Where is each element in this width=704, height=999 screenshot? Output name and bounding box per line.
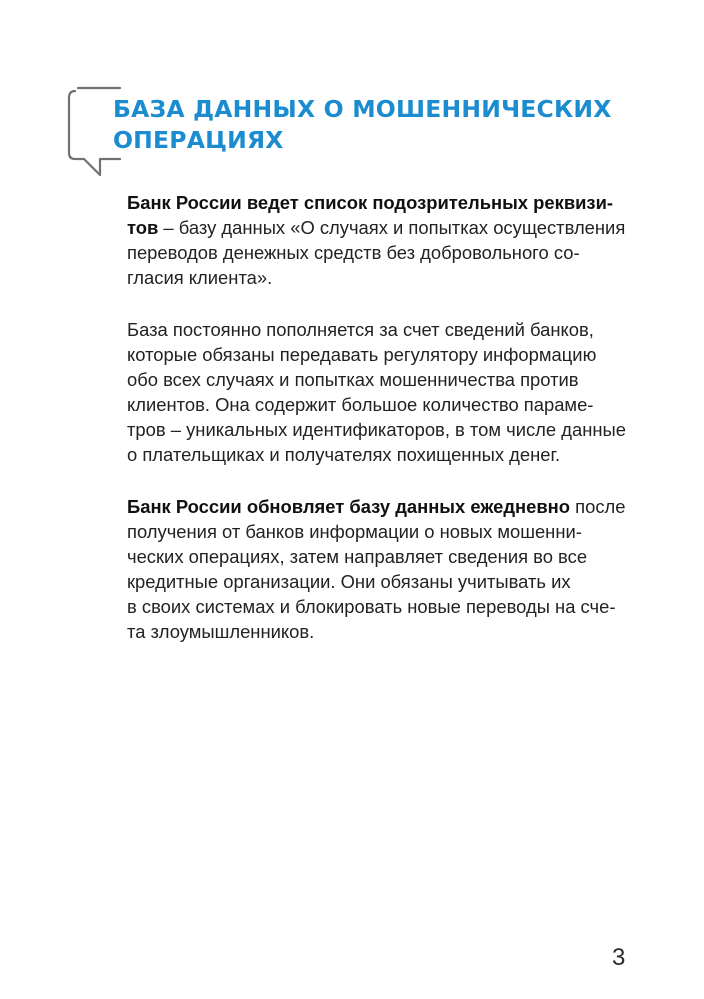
text-line [127,442,637,467]
text-line [127,619,637,644]
text-line [127,494,637,519]
plain-text: в своих системах и блокировать новые переводы на сче- [127,596,616,617]
plain-text: о плательщиках и получателях похищенных денег. [127,444,561,465]
text-line [127,417,637,442]
plain-text: кредитные организации. Они обязаны учитывать их [127,571,571,592]
plain-text: гласия клиента». [127,267,273,288]
paragraph-database-replenishment [127,317,637,467]
paragraph-suspicious-details-list [127,190,637,290]
plain-text: после [570,496,626,517]
plain-text: клиентов. Она содержит большое количество параме- [127,394,594,415]
text-line [127,240,637,265]
paragraph-daily-update [127,494,637,644]
page-title-line-1: БАЗА ДАННЫХ О МОШЕННИЧЕСКИХ [113,95,612,123]
bold-text: Банк России ведет список подозрительных реквизи- [127,192,613,213]
bold-text: Банк России обновляет базу данных ежедневно [127,496,571,517]
text-line [127,519,637,544]
plain-text: переводов денежных средств без добровольного со- [127,242,580,263]
page-number: 3 [612,944,626,971]
text-line [127,342,637,367]
plain-text: – базу данных «О случаях и попытках осуществления [158,217,626,238]
body-text [127,190,637,644]
plain-text: обо всех случаях и попытках мошенничества против [127,369,579,390]
plain-text: та злоумышленников. [127,621,315,642]
plain-text: тров – уникальных идентификаторов, в том числе данные [127,419,626,440]
page-title [113,94,653,156]
text-line [127,544,637,569]
text-line [127,317,637,342]
text-line [127,190,637,215]
plain-text: ческих операциях, затем направляет сведения во все [127,546,588,567]
plain-text: которые обязаны передавать регулятору информацию [127,344,597,365]
plain-text: База постоянно пополняется за счет сведений банков, [127,319,594,340]
plain-text: получения от банков информации о новых мошенни- [127,521,582,542]
bold-text: тов [127,217,159,238]
page-title-line-2: ОПЕРАЦИЯХ [113,126,284,154]
text-line [127,367,637,392]
text-line [127,265,637,290]
text-line [127,569,637,594]
text-line [127,215,637,240]
text-line [127,392,637,417]
text-line [127,594,637,619]
